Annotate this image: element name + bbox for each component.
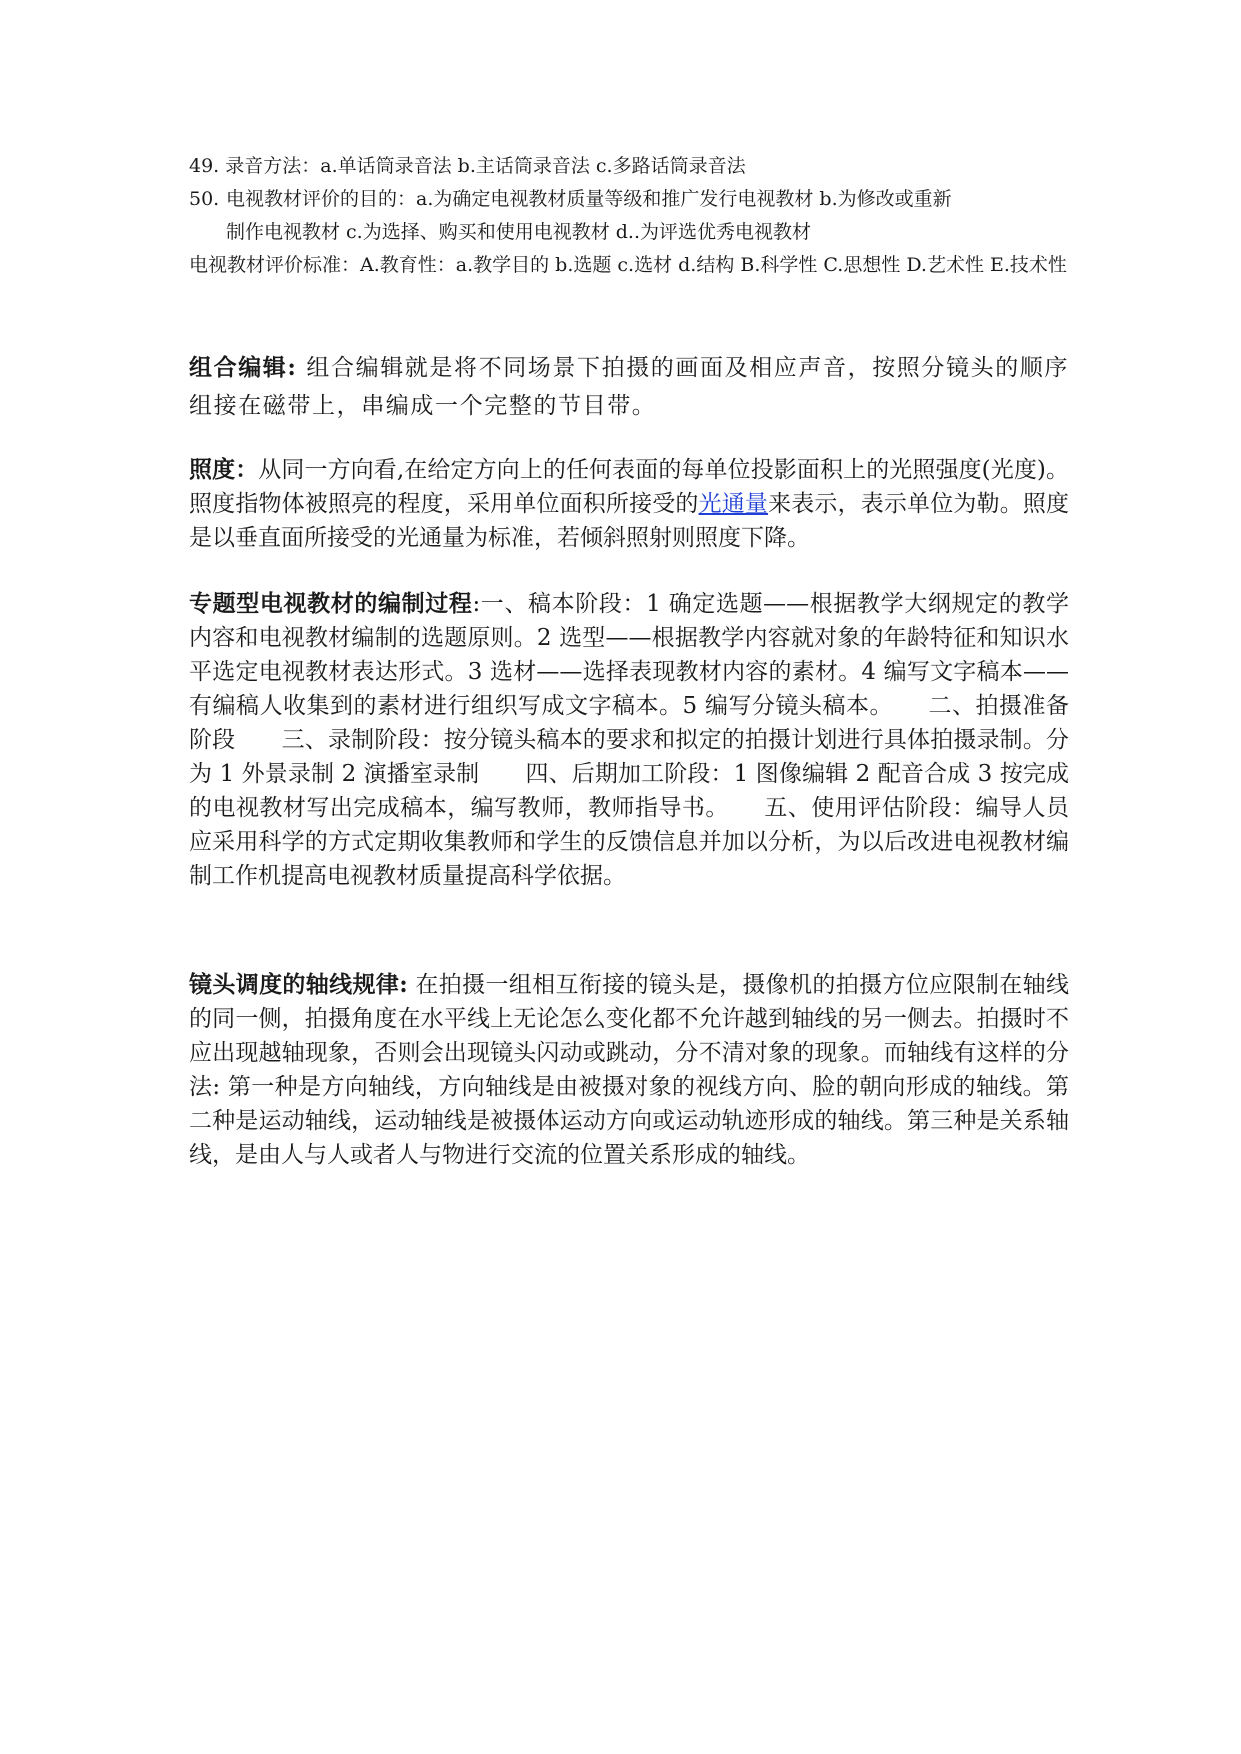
term-illuminance: 照度： <box>189 456 259 483</box>
item-50-line1: 电视教材评价的目的：a.为确定电视教材质量等级和推广发行电视教材 b.为修改或重新 <box>226 188 952 210</box>
item-50-line2: 制作电视教材 c.为选择、购买和使用电视教材 d..为评选优秀电视教材 <box>226 221 812 243</box>
section-illuminance <box>189 453 1069 555</box>
term-axis-rule: 镜头调度的轴线规律: <box>189 971 408 998</box>
luminous-flux-link[interactable]: 光通量 <box>698 491 769 517</box>
term-production-process: 专题型电视教材的编制过程 <box>189 590 473 617</box>
section-production-process <box>189 587 1069 893</box>
combo-edit-text: 组合编辑就是将不同场景下拍摄的画面及相应声音，按照分镜头的顺序组接在磁带上，串编成一个完整的节目带。 <box>189 355 1070 419</box>
illuminance-text-before: 从同一方向看,在给定方向上的任何表面的每单位投影面积上的光照强度(光度)。照度指物体被照亮的程度，采用单位面积所接受的 <box>189 457 1070 517</box>
section-axis-rule <box>189 968 1069 1172</box>
axis-rule-text: 在拍摄一组相互衔接的镜头是，摄像机的拍摄方位应限制在轴线的同一侧，拍摄角度在水平线上无论怎么变化都不允许越到轴线的另一侧去。拍摄时不应出现越轴现象，否则会出现镜头闪动或跳动，分不清对象的现象。而轴线有这样的分法: 第一种是方向轴线，方向轴线是由被摄对象的视线方向、脸的朝向形成的轴线。第二种是运动轴线，运动轴线是被摄体运动方向或运动轨迹形成的轴线。第三种是关系轴线，是由人与人或者人与物进行交流的位置关系形成的轴线。 <box>189 972 1069 1168</box>
term-combo-edit: 组合编辑: <box>189 354 298 381</box>
illuminance-text-after: 来表示，表示单位为勒。照度是以垂直面所接受的光通量为标准，若倾斜照射则照度下降。 <box>189 491 1070 551</box>
item-49: 49. 录音方法：a.单话筒录音法 b.主话筒录音法 c.多路话筒录音法 <box>189 155 746 177</box>
item-50 <box>189 183 1069 249</box>
production-process-text: :一、稿本阶段：1 确定选题——根据教学大纲规定的教学内容和电视教材编制的选题原则。2 选型——根据教学内容就对象的年龄特征和知识水平选定电视教材表达形式。3 选材——选择表现教材内容的素材。4 编写文字稿本——有编稿人收集到的素材进行组织写成文字稿本。5 编写分镜头稿本。 二、拍摄准备阶段 三、录制阶段：按分镜头稿本的要求和拟定的拍摄计划进行具体拍摄录制。分为 1 外景录制 2 演播室录制 四、后期加工阶段：1 图像编辑 2 配音合成 3 按完成的电视教材写出完成稿本，编写教师，教师指导书。 五、使用评估阶段：编导人员应采用科学的方式定期收集教师和学生的反馈信息并加以分析，为以后改进电视教材编制工作机提高电视教材质量提高科学依据。 <box>189 591 1069 889</box>
section-combo-edit <box>189 349 1069 425</box>
evaluation-standards: 电视教材评价标准：A.教育性：a.教学目的 b.选题 c.选材 d.结构 B.科学性 C.思想性 D.艺术性 E.技术性 <box>189 254 1067 276</box>
item-50-number: 50. <box>189 188 220 210</box>
